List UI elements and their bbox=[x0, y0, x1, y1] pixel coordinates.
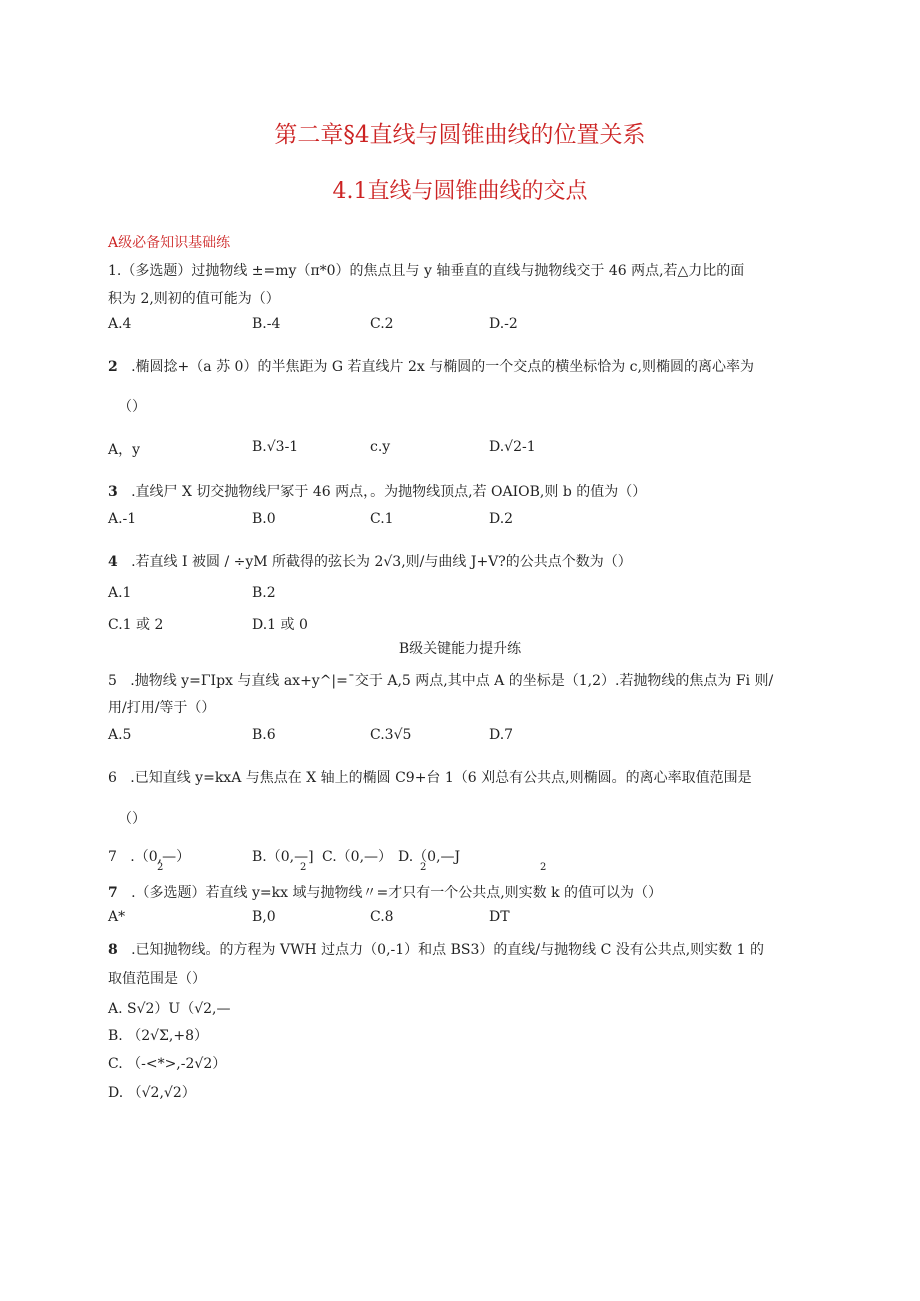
question-5-option-d: D.7 bbox=[489, 727, 514, 743]
question-6-line-2: （） bbox=[118, 811, 146, 827]
question-1-option-c: C.2 bbox=[370, 316, 394, 332]
question-1-line-1: 1.（多选题）过抛物线 ±=my（π*0）的焦点且与 y 轴垂直的直线与抛物线交于 46 两点,若△力比的面 bbox=[108, 263, 745, 279]
question-8-number: 8 bbox=[108, 942, 118, 958]
question-7-option-b: B,0 bbox=[252, 909, 276, 925]
question-1-option-b: B.-4 bbox=[252, 316, 281, 332]
question-5-text: .抛物线 y=ΓIpx 与直线 ax+y^|=¯交于 A,5 两点,其中点 A 的坐标是（1,2）.若抛物线的焦点为 Fi 则/ bbox=[130, 673, 774, 689]
question-2-option-c: c.y bbox=[370, 439, 391, 455]
question-7-option-d: DT bbox=[489, 909, 510, 925]
question-5-option-c: C.3√5 bbox=[370, 727, 412, 743]
question-2-option-b: B.√3-1 bbox=[252, 439, 299, 455]
question-6-option-a bbox=[108, 846, 190, 866]
question-6-sub-c: 2 bbox=[420, 862, 427, 873]
question-2-option-d: D.√2-1 bbox=[489, 439, 536, 455]
question-6-number: 6 bbox=[108, 770, 117, 786]
question-7-line-1 bbox=[108, 882, 662, 902]
question-5-option-a: A.5 bbox=[108, 727, 132, 743]
question-8-option-d: D. （√2,√2） bbox=[108, 1085, 196, 1101]
question-6-sub-a: 2 bbox=[157, 862, 164, 873]
question-8-option-a: A. S√2）U（√2,— bbox=[108, 1001, 231, 1017]
question-2-option-a: A，y bbox=[108, 442, 141, 458]
question-8-option-b: B. （2√Σ,+8） bbox=[108, 1028, 209, 1044]
question-4-number: 4 bbox=[108, 554, 118, 570]
section-title: 4.1直线与圆锥曲线的交点 bbox=[332, 179, 588, 204]
question-2-line-1 bbox=[108, 356, 754, 376]
question-7-text: .（多选题）若直线 y=kx 域与抛物线〃=才只有一个公共点,则实数 k 的值可以为（） bbox=[131, 885, 663, 901]
question-3-option-c: C.1 bbox=[370, 511, 394, 527]
question-3-option-b: B.0 bbox=[252, 511, 276, 527]
question-6-text: .已知直线 y=kxA 与焦点在 X 轴上的椭圆 C9+台 1（6 刈总有公共点,则椭圆。的离心率取值范围是 bbox=[130, 770, 752, 786]
question-8-line-1 bbox=[108, 939, 764, 959]
question-2-number: 2 bbox=[108, 359, 118, 375]
question-4-option-b: B.2 bbox=[252, 585, 276, 601]
question-6-option-a-text: .（0,—） bbox=[130, 849, 191, 865]
question-3-line-1 bbox=[108, 481, 646, 501]
question-5-number: 5 bbox=[108, 673, 117, 689]
question-8-text: .已知抛物线。的方程为 VWH 过点力（0,-1）和点 BS3）的直线/与抛物线 C 没有公共点,则实数 1 的 bbox=[131, 942, 764, 958]
chapter-title: 第二章§4直线与圆锥曲线的位置关系 bbox=[274, 122, 646, 148]
question-6-option-number: 7 bbox=[108, 849, 117, 865]
question-2-text: .椭圆捻+（a 苏 0）的半焦距为 G 若直线片 2x 与椭圆的一个交点的横坐标恰为 c,则椭圆的离心率为 bbox=[131, 359, 754, 375]
question-2-line-2: （） bbox=[118, 399, 146, 415]
question-4-option-a: A.1 bbox=[108, 585, 132, 601]
question-1-option-a: A.4 bbox=[108, 316, 132, 332]
question-7-option-c: C.8 bbox=[370, 909, 394, 925]
question-4-option-c: C.1 或 2 bbox=[108, 617, 164, 633]
question-6-option-d: D.（0,—J bbox=[398, 849, 461, 865]
question-1-option-d: D.-2 bbox=[489, 316, 518, 332]
question-5-line-1 bbox=[108, 670, 773, 690]
question-3-number: 3 bbox=[108, 484, 118, 500]
question-4-option-d: D.1 或 0 bbox=[252, 617, 308, 633]
question-6-option-c: C.（0,—） bbox=[322, 849, 393, 865]
question-8-line-2: 取值范围是（） bbox=[108, 971, 206, 987]
question-6-line-1 bbox=[108, 767, 752, 787]
question-7-number: 7 bbox=[108, 885, 118, 901]
question-8-option-c: C. （-<*>,-2√2） bbox=[108, 1056, 227, 1072]
question-4-text: .若直线 I 被圆 / ÷yM 所截得的弦长为 2√3,则/与曲线 J+V?的公共点个数为（） bbox=[131, 554, 632, 570]
question-5-option-b: B.6 bbox=[252, 727, 276, 743]
question-3-text: .直线尸 X 切交抛物线尸冢于 46 两点，。为抛物线顶点,若 OAIOB,则 b 的值为（） bbox=[131, 484, 647, 500]
question-4-line-1 bbox=[108, 551, 632, 571]
question-7-option-a: A* bbox=[108, 909, 126, 925]
question-1-line-2: 积为 2,则初的值可能为（） bbox=[108, 291, 280, 307]
question-6-sub-d: 2 bbox=[540, 862, 547, 873]
question-5-line-2: 用/打用/等于（） bbox=[108, 700, 216, 716]
question-3-option-d: D.2 bbox=[489, 511, 514, 527]
question-6-option-b: B.（0,—] bbox=[252, 849, 314, 865]
level-b-heading: B级关键能力提升练 bbox=[398, 641, 522, 657]
question-6-sub-b: 2 bbox=[300, 862, 307, 873]
level-a-heading: A级必备知识基础练 bbox=[108, 235, 231, 251]
question-3-option-a: A.-1 bbox=[108, 511, 137, 527]
